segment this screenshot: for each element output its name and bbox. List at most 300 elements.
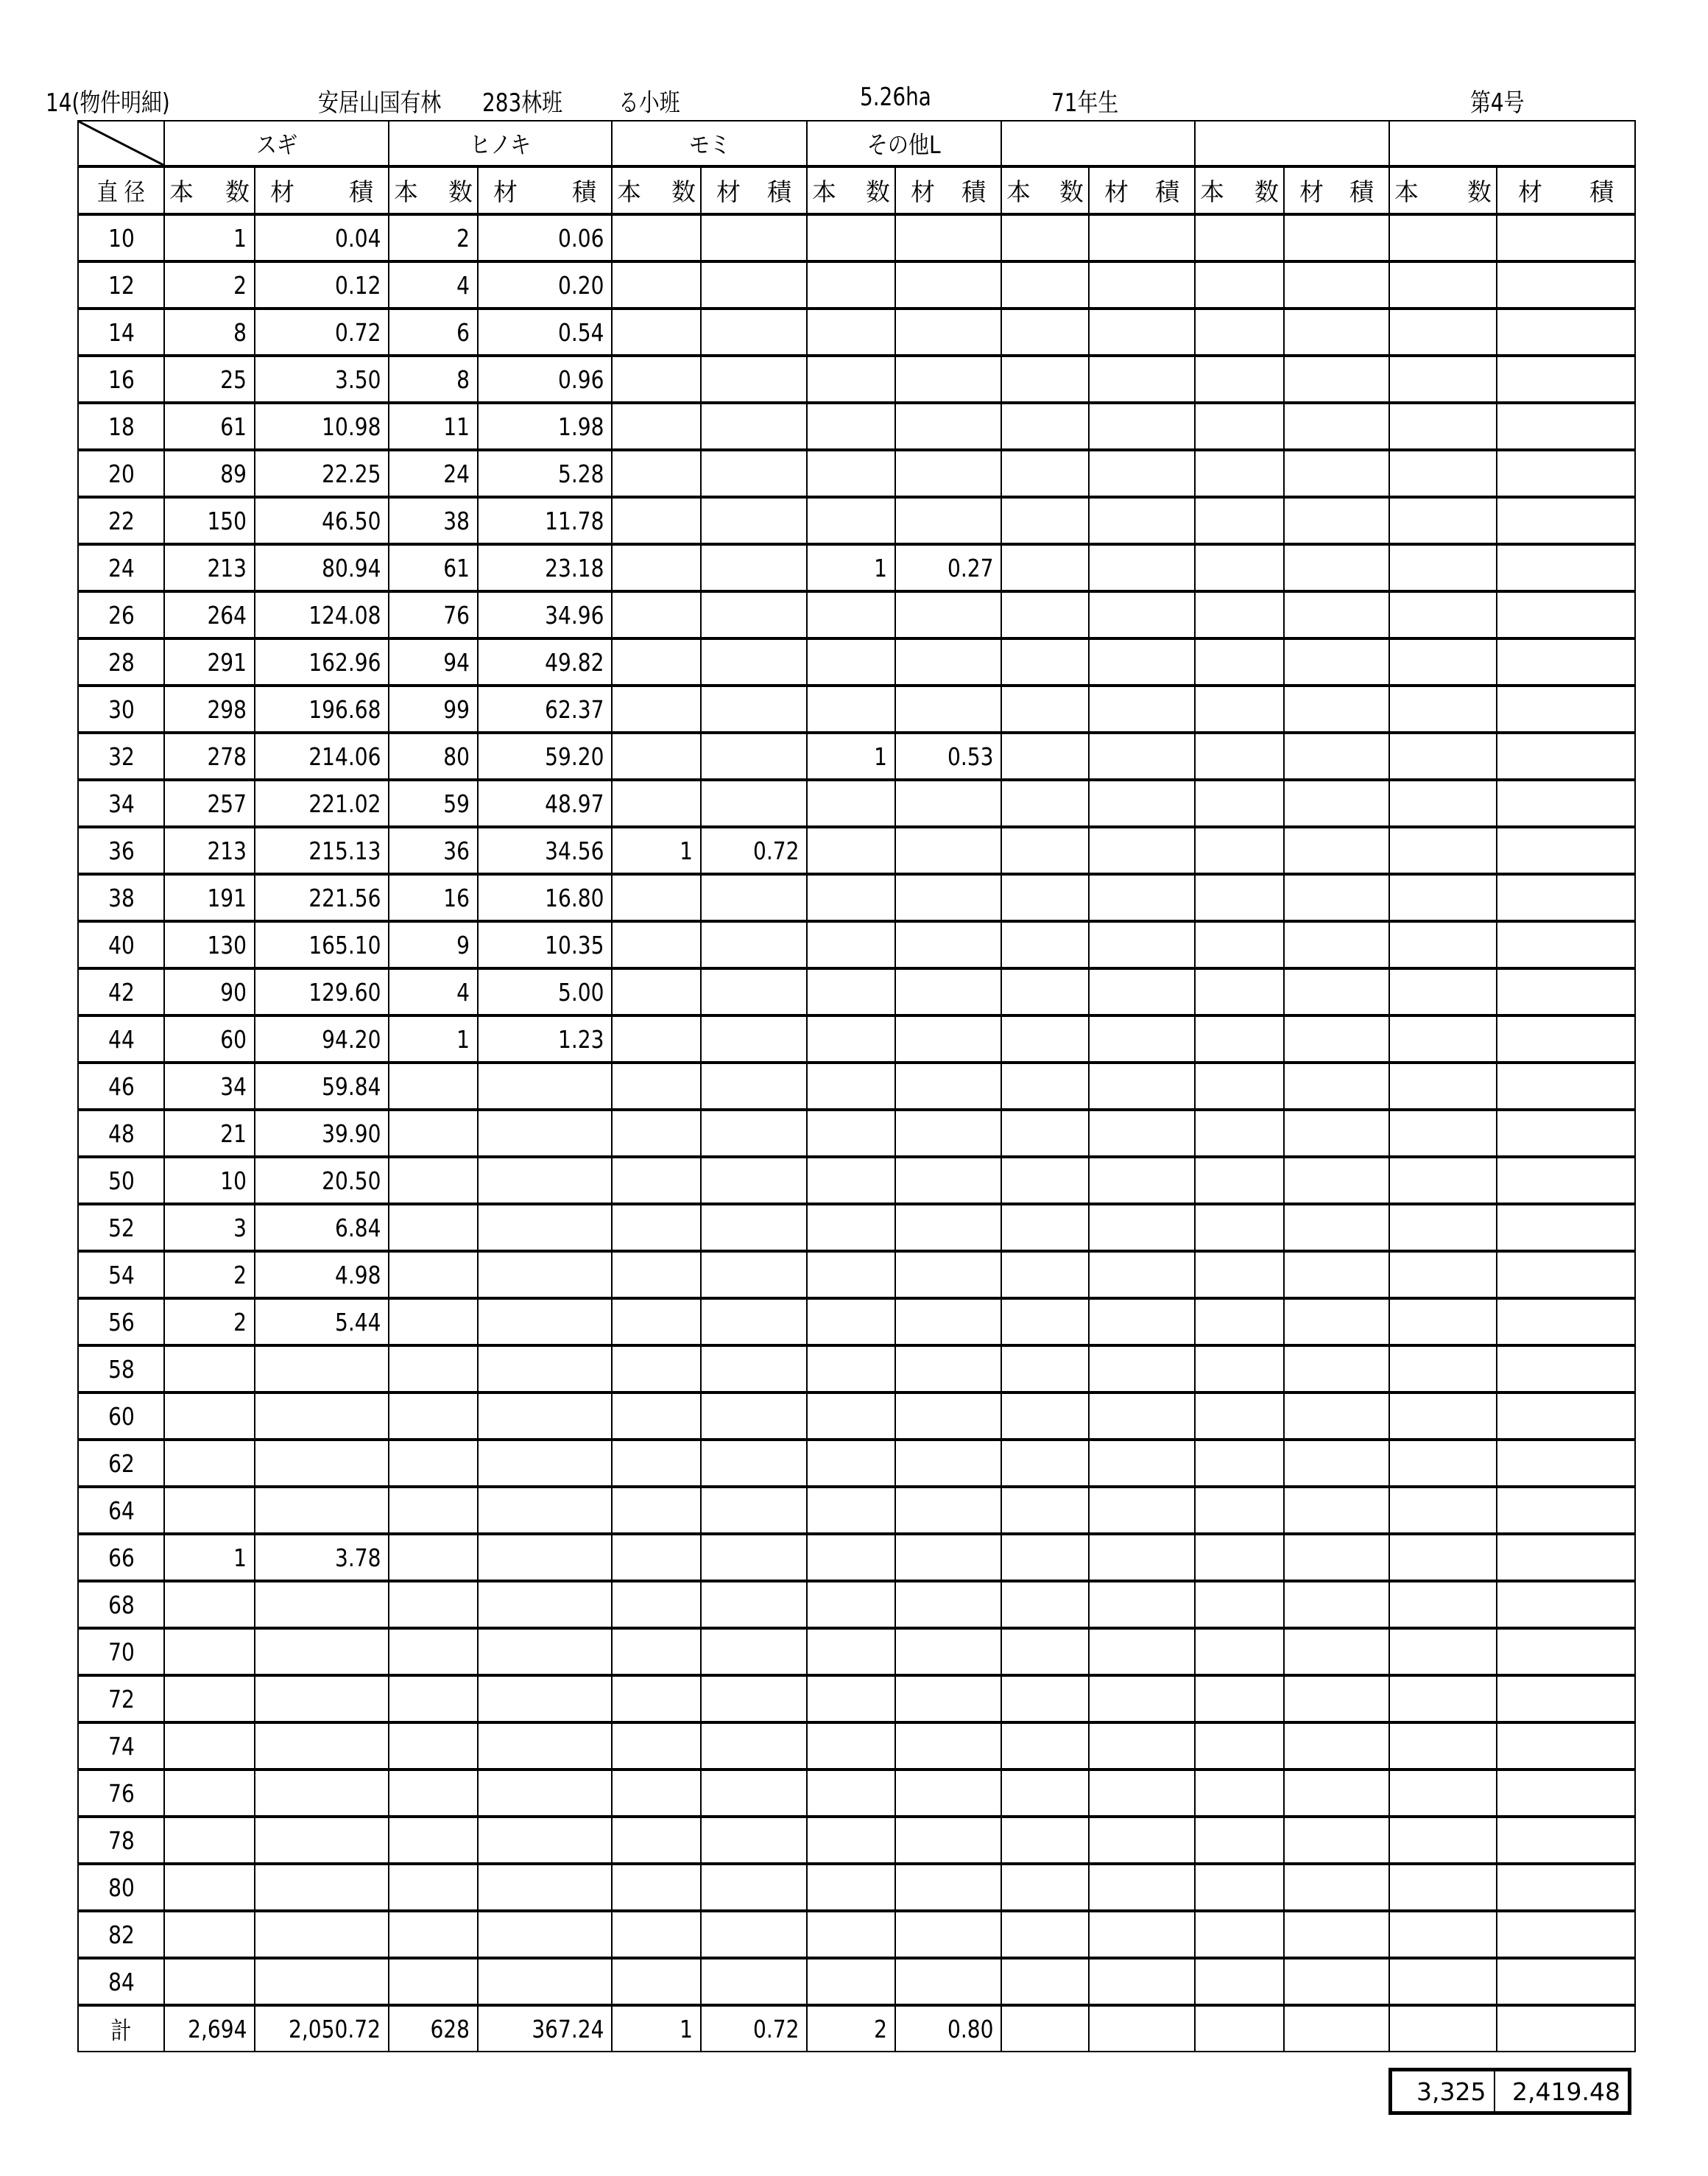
count-cell (1389, 1345, 1497, 1392)
volume-cell (701, 214, 807, 261)
cell-value: 11 (443, 412, 470, 441)
count-cell (612, 1864, 701, 1911)
total-value: 2,050.72 (289, 2014, 381, 2043)
volume-cell (895, 1722, 1001, 1770)
sheet-header (0, 82, 1708, 119)
diameter-cell (78, 1392, 164, 1440)
volume-cell (1284, 261, 1389, 309)
cell-value: 11.78 (544, 506, 604, 535)
count-cell (807, 1440, 895, 1487)
diameter-value: 30 (107, 694, 135, 724)
count-cell (612, 1345, 701, 1392)
volume-cell (701, 1864, 807, 1911)
volume-cell (255, 403, 389, 450)
volume-header (1284, 166, 1389, 214)
count-cell (1195, 1864, 1284, 1911)
count-cell (807, 497, 895, 544)
volume-cell (1497, 874, 1635, 921)
diameter-value: 54 (107, 1260, 135, 1289)
volume-cell (478, 261, 612, 309)
diameter-value: 78 (107, 1825, 135, 1855)
volume-cell (478, 309, 612, 356)
count-cell (612, 591, 701, 638)
cell-value: 61 (220, 412, 247, 441)
volume-cell (478, 1298, 612, 1345)
table-row (78, 921, 1635, 968)
volume-cell (255, 1534, 389, 1581)
count-cell (389, 1911, 478, 1958)
volume-cell (1089, 780, 1195, 827)
diameter-cell (78, 1722, 164, 1770)
cell-value: 2 (233, 1260, 247, 1289)
volume-cell (255, 497, 389, 544)
table-row (78, 450, 1635, 497)
count-cell (612, 638, 701, 686)
cell-value: 89 (220, 459, 247, 488)
volume-cell (255, 968, 389, 1015)
count-cell (807, 1204, 895, 1251)
volume-cell (255, 1440, 389, 1487)
cell-value: 94.20 (321, 1024, 381, 1054)
volume-cell (701, 1204, 807, 1251)
volume-label-1: 材 (716, 177, 741, 206)
volume-cell (1497, 1110, 1635, 1157)
count-cell (1001, 1110, 1089, 1157)
volume-cell (1497, 214, 1635, 261)
volume-cell (478, 686, 612, 733)
cell-value: 0.72 (752, 836, 799, 865)
diameter-value: 74 (107, 1731, 135, 1761)
volume-cell (255, 1675, 389, 1722)
volume-cell (1089, 356, 1195, 403)
cell-value: 150 (207, 506, 247, 535)
count-cell (1195, 497, 1284, 544)
volume-cell (255, 780, 389, 827)
volume-cell (701, 1817, 807, 1864)
table-row (78, 214, 1635, 261)
volume-cell (1497, 1817, 1635, 1864)
count-cell (389, 1251, 478, 1298)
count-cell (807, 1345, 895, 1392)
count-cell (807, 1958, 895, 2005)
count-cell (164, 1015, 255, 1063)
count-cell (1001, 1345, 1089, 1392)
count-cell (164, 356, 255, 403)
count-cell (1001, 403, 1089, 450)
volume-cell (701, 780, 807, 827)
volume-cell (478, 1204, 612, 1251)
count-cell (1001, 261, 1089, 309)
count-cell (807, 1298, 895, 1345)
total-value: 628 (430, 2014, 470, 2043)
cell-value: 10.98 (321, 412, 381, 441)
grand-total-count: 3,325 (1391, 2070, 1494, 2113)
diameter-cell (78, 1063, 164, 1110)
volume-cell (701, 686, 807, 733)
count-cell (389, 921, 478, 968)
volume-header (1497, 166, 1635, 214)
volume-cell (1497, 780, 1635, 827)
count-cell (1389, 1817, 1497, 1864)
count-cell (1195, 921, 1284, 968)
volume-cell (255, 1157, 389, 1204)
subcompartment: る小班 (618, 88, 680, 118)
count-header (1195, 166, 1284, 214)
volume-cell (1284, 874, 1389, 921)
cell-value: 6 (456, 317, 470, 347)
volume-cell (255, 1063, 389, 1110)
count-cell (1001, 1015, 1089, 1063)
volume-cell (478, 1440, 612, 1487)
cell-value: 1 (233, 223, 247, 253)
count-cell (1389, 1204, 1497, 1251)
volume-cell (895, 733, 1001, 780)
count-cell (389, 1864, 478, 1911)
volume-cell (1497, 686, 1635, 733)
count-cell (164, 1345, 255, 1392)
count-cell (612, 1298, 701, 1345)
volume-cell (1089, 874, 1195, 921)
table-row (78, 403, 1635, 450)
count-cell (612, 1063, 701, 1110)
diameter-cell (78, 1110, 164, 1157)
volume-cell (478, 591, 612, 638)
count-cell (1195, 686, 1284, 733)
volume-cell (895, 1958, 1001, 2005)
volume-cell (701, 356, 807, 403)
total-value: 1 (680, 2014, 693, 2043)
volume-cell (255, 921, 389, 968)
count-cell (389, 591, 478, 638)
volume-cell (255, 1487, 389, 1534)
diameter-value: 62 (107, 1448, 135, 1478)
diameter-value: 32 (107, 742, 135, 771)
cell-value: 5.00 (557, 977, 604, 1007)
volume-cell (1284, 544, 1389, 591)
diameter-value: 28 (107, 647, 135, 677)
volume-cell (701, 1534, 807, 1581)
volume-cell (1497, 1534, 1635, 1581)
count-cell (1195, 1110, 1284, 1157)
count-cell (612, 827, 701, 874)
count-cell (1001, 1298, 1089, 1345)
count-cell (1389, 827, 1497, 874)
volume-cell (1284, 497, 1389, 544)
volume-cell (255, 1722, 389, 1770)
count-cell (164, 1958, 255, 2005)
total-count-cell (1389, 2005, 1497, 2052)
cell-value: 264 (207, 600, 247, 630)
count-cell (1195, 874, 1284, 921)
volume-cell (1089, 1770, 1195, 1817)
volume-cell (1284, 214, 1389, 261)
volume-cell (1284, 403, 1389, 450)
cell-value: 291 (207, 647, 247, 677)
count-cell (612, 309, 701, 356)
count-cell (164, 1392, 255, 1440)
total-volume-cell (1497, 2005, 1635, 2052)
count-cell (1001, 1770, 1089, 1817)
cell-value: 215.13 (308, 836, 381, 865)
count-cell (389, 1345, 478, 1392)
count-cell (807, 827, 895, 874)
volume-cell (1089, 1392, 1195, 1440)
cell-value: 36 (443, 836, 470, 865)
stand-age: 71年生 (1051, 88, 1119, 118)
count-cell (1389, 1110, 1497, 1157)
count-cell (1195, 1392, 1284, 1440)
species-label: その他L (867, 130, 941, 159)
volume-cell (478, 733, 612, 780)
volume-cell (1284, 1110, 1389, 1157)
count-cell (1389, 686, 1497, 733)
count-cell (1195, 733, 1284, 780)
cell-value: 2 (233, 1307, 247, 1337)
count-cell (389, 686, 478, 733)
diameter-value: 76 (107, 1778, 135, 1808)
diameter-cell (78, 403, 164, 450)
count-cell (1389, 450, 1497, 497)
cell-value: 10 (220, 1166, 247, 1195)
volume-cell (255, 591, 389, 638)
count-cell (807, 1911, 895, 1958)
volume-cell (1284, 1487, 1389, 1534)
diameter-value: 34 (107, 789, 135, 818)
volume-cell (478, 1581, 612, 1628)
volume-cell (255, 1817, 389, 1864)
count-cell (1001, 356, 1089, 403)
diameter-value: 18 (107, 412, 135, 441)
diameter-cell (78, 1770, 164, 1817)
table-row (78, 686, 1635, 733)
table-row (78, 1204, 1635, 1251)
volume-cell (1497, 1298, 1635, 1345)
diameter-value: 64 (107, 1496, 135, 1525)
count-cell (1195, 1817, 1284, 1864)
count-label-1: 本 (812, 177, 836, 206)
count-cell (1195, 1534, 1284, 1581)
count-cell (1389, 638, 1497, 686)
volume-cell (895, 1534, 1001, 1581)
volume-cell (255, 1204, 389, 1251)
count-cell (1389, 921, 1497, 968)
volume-cell (1497, 1770, 1635, 1817)
count-cell (389, 1063, 478, 1110)
count-cell (164, 1440, 255, 1487)
volume-cell (255, 1581, 389, 1628)
volume-cell (255, 1628, 389, 1675)
diameter-value: 44 (107, 1024, 135, 1054)
count-cell (389, 1817, 478, 1864)
volume-cell (701, 309, 807, 356)
count-cell (1001, 1534, 1089, 1581)
volume-cell (255, 1015, 389, 1063)
diameter-cell (78, 497, 164, 544)
volume-cell (701, 1440, 807, 1487)
total-volume-cell (895, 2005, 1001, 2052)
volume-cell (701, 1015, 807, 1063)
species-label: ヒノキ (470, 130, 531, 159)
table-row (78, 497, 1635, 544)
diameter-cell (78, 1817, 164, 1864)
diameter-cell (78, 1675, 164, 1722)
total-volume-cell (255, 2005, 389, 2052)
volume-cell (255, 638, 389, 686)
diameter-value: 22 (107, 506, 135, 535)
diagonal-line-icon (79, 122, 163, 165)
count-cell (612, 1110, 701, 1157)
cell-value: 191 (207, 883, 247, 912)
count-cell (389, 403, 478, 450)
diameter-cell (78, 261, 164, 309)
diameter-value: 68 (107, 1590, 135, 1619)
volume-cell (701, 1722, 807, 1770)
table-row (78, 1487, 1635, 1534)
volume-cell (1089, 638, 1195, 686)
table-row (78, 1864, 1635, 1911)
count-cell (807, 1770, 895, 1817)
count-cell (1389, 1722, 1497, 1770)
count-cell (807, 1487, 895, 1534)
count-cell (164, 1911, 255, 1958)
compartment: 283林班 (482, 88, 562, 118)
count-cell (1001, 1251, 1089, 1298)
cell-value: 213 (207, 836, 247, 865)
count-cell (164, 733, 255, 780)
volume-cell (1284, 1298, 1389, 1345)
count-cell (164, 1722, 255, 1770)
count-cell (1001, 1392, 1089, 1440)
volume-cell (895, 874, 1001, 921)
volume-cell (895, 356, 1001, 403)
table-row (78, 1958, 1635, 2005)
volume-cell (478, 1534, 612, 1581)
count-cell (1389, 1675, 1497, 1722)
count-cell (1195, 1487, 1284, 1534)
cell-value: 8 (456, 365, 470, 394)
volume-cell (1497, 827, 1635, 874)
volume-cell (1497, 1440, 1635, 1487)
volume-cell (1284, 450, 1389, 497)
volume-cell (701, 874, 807, 921)
volume-cell (478, 1864, 612, 1911)
count-cell (389, 261, 478, 309)
count-cell (164, 874, 255, 921)
count-cell (164, 261, 255, 309)
count-cell (1389, 261, 1497, 309)
count-cell (1001, 544, 1089, 591)
volume-cell (1284, 921, 1389, 968)
count-label-1: 本 (394, 177, 418, 206)
count-cell (1195, 591, 1284, 638)
volume-cell (478, 1722, 612, 1770)
count-cell (1195, 356, 1284, 403)
volume-cell (255, 874, 389, 921)
table-row (78, 1110, 1635, 1157)
volume-cell (1089, 827, 1195, 874)
diameter-value: 50 (107, 1166, 135, 1195)
volume-cell (255, 450, 389, 497)
volume-header (895, 166, 1001, 214)
count-cell (612, 1581, 701, 1628)
volume-cell (1497, 1628, 1635, 1675)
diameter-value: 16 (107, 365, 135, 394)
count-label-1: 本 (169, 177, 194, 206)
volume-cell (1089, 1298, 1195, 1345)
count-label-1: 本 (617, 177, 641, 206)
volume-header (701, 166, 807, 214)
diameter-cell (78, 1298, 164, 1345)
volume-cell (701, 827, 807, 874)
count-cell (389, 1110, 478, 1157)
volume-cell (1089, 497, 1195, 544)
count-cell (1389, 1251, 1497, 1298)
count-cell (1001, 827, 1089, 874)
count-cell (1001, 497, 1089, 544)
volume-cell (701, 450, 807, 497)
count-cell (1389, 1958, 1497, 2005)
diameter-value: 20 (107, 459, 135, 488)
volume-cell (1284, 686, 1389, 733)
count-label-2: 数 (866, 177, 890, 206)
diameter-cell (78, 1251, 164, 1298)
volume-cell (1284, 827, 1389, 874)
diameter-cell (78, 1628, 164, 1675)
volume-cell (1284, 1392, 1389, 1440)
count-cell (389, 1392, 478, 1440)
cell-value: 90 (220, 977, 247, 1007)
table-row (78, 1063, 1635, 1110)
count-cell (1195, 1770, 1284, 1817)
count-cell (1389, 591, 1497, 638)
total-row (78, 2005, 1635, 2052)
count-cell (1001, 1440, 1089, 1487)
count-cell (807, 403, 895, 450)
count-cell (612, 403, 701, 450)
count-cell (1001, 1722, 1089, 1770)
volume-cell (1497, 1722, 1635, 1770)
count-cell (1001, 591, 1089, 638)
volume-cell (1089, 1675, 1195, 1722)
volume-cell (1284, 1722, 1389, 1770)
count-label-2: 数 (1467, 177, 1492, 206)
count-cell (389, 1015, 478, 1063)
volume-cell (895, 1487, 1001, 1534)
count-cell (1389, 968, 1497, 1015)
count-cell (1389, 733, 1497, 780)
volume-cell (1497, 450, 1635, 497)
count-cell (1001, 1204, 1089, 1251)
cell-value: 0.96 (557, 365, 604, 394)
cell-value: 59.84 (321, 1071, 381, 1101)
cell-value: 196.68 (308, 694, 381, 724)
diameter-value: 10 (107, 223, 135, 253)
count-cell (1389, 1392, 1497, 1440)
count-cell (1001, 1628, 1089, 1675)
table-row (78, 1015, 1635, 1063)
volume-cell (701, 921, 807, 968)
volume-cell (895, 1110, 1001, 1157)
volume-cell (701, 638, 807, 686)
cell-value: 76 (443, 600, 470, 630)
count-cell (164, 1251, 255, 1298)
count-label-2: 数 (671, 177, 696, 206)
volume-cell (478, 450, 612, 497)
total-count-cell (1195, 2005, 1284, 2052)
volume-header (478, 166, 612, 214)
count-label-1: 本 (1394, 177, 1419, 206)
volume-cell (1497, 1251, 1635, 1298)
